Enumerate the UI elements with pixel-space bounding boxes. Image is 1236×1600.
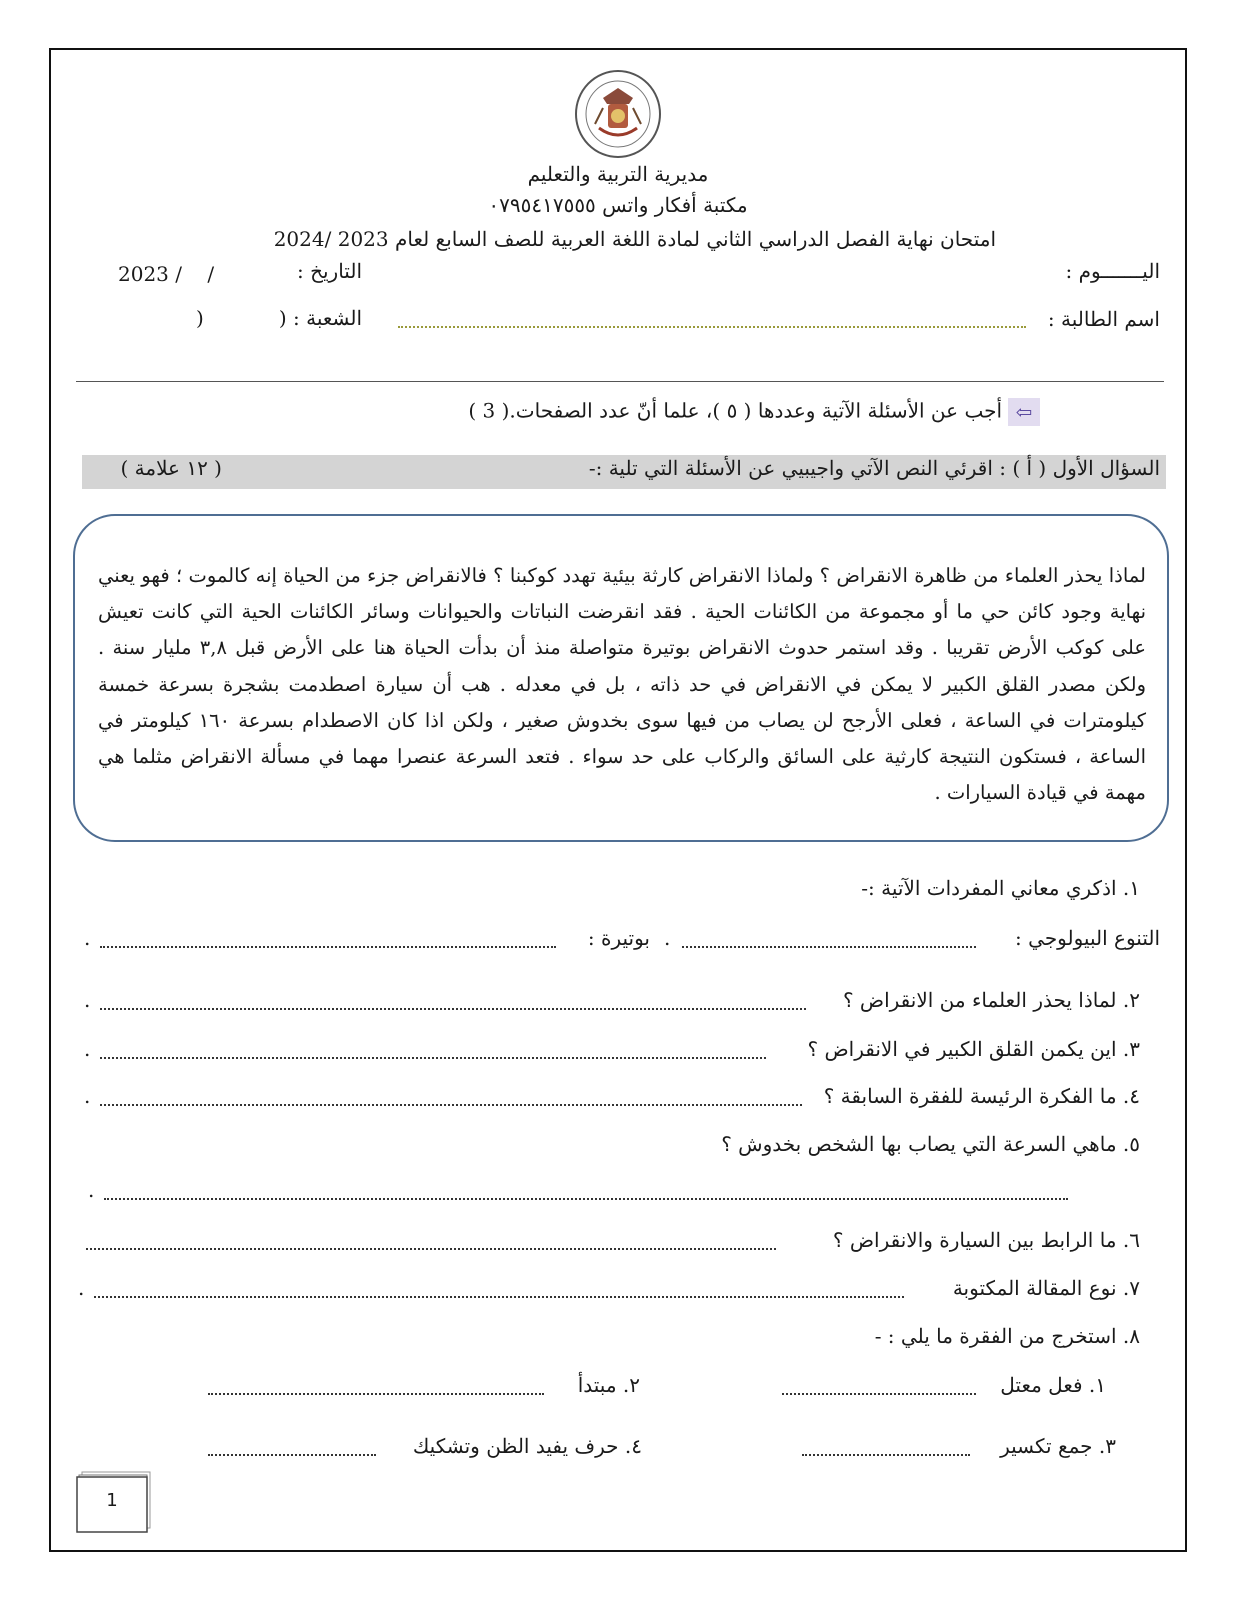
divider	[76, 381, 1164, 382]
student-name-field[interactable]	[398, 322, 1026, 328]
q1-answer-pace[interactable]	[100, 942, 556, 948]
instructions	[360, 398, 1040, 426]
ministry-seal-icon	[573, 68, 663, 160]
q3-answer[interactable]	[100, 1053, 766, 1059]
instructions-text: أجب عن الأسئلة الآتية وعددها ( ٥ )، علما أنّ عدد الصفحات.( 3 )	[468, 398, 1002, 423]
q8-particle-label: ٤. حرف يفيد الظن وتشكيك	[412, 1434, 642, 1458]
q5-answer[interactable]	[104, 1194, 1068, 1200]
q6-prompt: ٦. ما الرابط بين السيارة والانقراض ؟	[832, 1228, 1140, 1252]
page-number-box	[76, 1470, 154, 1534]
section-close: )	[196, 306, 204, 330]
q4-prompt: ٤. ما الفكرة الرئيسة للفقرة السابقة ؟	[823, 1084, 1140, 1108]
q7-prompt: ٧. نوع المقالة المكتوبة	[952, 1276, 1140, 1300]
q5-period: .	[88, 1178, 95, 1202]
directorate-title: مديرية التربية والتعليم	[527, 162, 709, 186]
page-number: 1	[106, 1490, 118, 1511]
arrow-left-icon: ⇦	[1008, 398, 1040, 426]
q8-prompt: ٨. استخرج من الفقرة ما يلي : -	[874, 1324, 1140, 1348]
date-value[interactable]: 2023 / /	[118, 262, 215, 286]
q1-term-biodiversity: التنوع البيولوجي :	[1015, 926, 1160, 950]
q2-prompt: ٢. لماذا يحذر العلماء من الانقراض ؟	[842, 988, 1140, 1012]
q8-subject-label: ٢. مبتدأ	[577, 1373, 640, 1397]
q8-broken-plural-label: ٣. جمع تكسير	[1000, 1434, 1116, 1458]
date-label: التاريخ :	[296, 259, 362, 283]
q2-period: .	[84, 988, 91, 1012]
q8-weak-verb-answer[interactable]	[782, 1389, 976, 1395]
q1-end-period: .	[84, 926, 91, 950]
q8-particle-answer[interactable]	[208, 1450, 376, 1456]
q8-subject-answer[interactable]	[208, 1389, 544, 1395]
q1-term-pace: بوتيرة :	[587, 926, 650, 950]
q2-answer[interactable]	[100, 1004, 806, 1010]
passage-text: لماذا يحذر العلماء من ظاهرة الانقراض ؟ ولماذا الانقراض كارثة بيئية تهدد كوكبنا ؟ فالانقراض جزء من الحياة إنه كالموت ؛ فهو يعني نهاية وجود كائن حي ما أو مجموعة من الكائنات الحية . فقد انقرضت النباتات والحيوانات وسائر الكائنات الحية التي كانت تعيش على كوكب الأرض تقريبا . وقد استمر حدوث الانقراض بوتيرة متواصلة منذ أن بدأت الحياة هنا على الأرض قبل ٣,٨ مليار سنة . ولكن مصدر القلق الكبير لا يمكن في الانقراض في حد ذاته ، بل في معدله . هب أن سيارة اصطدمت بشجرة بسرعة خمسة كيلومترات في الساعة ، فعلى الأرجح لن يصاب من فيها سوى بخدوش صغير ، ولكن اذا كان الاصطدام بسرعة ١٦٠ كيلومتر في الساعة ، فستكون النتيجة كارثية على السائق والركاب على حد سواء . فتعد السرعة عنصرا مهما في مسألة الانقراض مثلما هي مهمة في قيادة السيارات .	[98, 564, 1146, 805]
q4-answer[interactable]	[100, 1100, 802, 1106]
question1-marks: ( ١٢ علامة )	[120, 456, 222, 480]
q1-period: .	[664, 926, 671, 950]
student-name-label: اسم الطالبة :	[1047, 307, 1160, 331]
q7-period: .	[78, 1276, 85, 1300]
exam-title: امتحان نهاية الفصل الدراسي الثاني لمادة اللغة العربية للصف السابع لعام 2023 /2024	[273, 227, 996, 251]
q6-answer[interactable]	[86, 1244, 776, 1250]
q1-answer-biodiversity[interactable]	[682, 942, 976, 948]
q8-weak-verb-label: ١. فعل معتل	[1000, 1373, 1106, 1397]
q7-answer[interactable]	[94, 1292, 904, 1298]
day-label: اليـــــــوم :	[1065, 259, 1160, 283]
q5-prompt: ٥. ماهي السرعة التي يصاب بها الشخص بخدوش ؟	[721, 1132, 1140, 1156]
q3-period: .	[84, 1037, 91, 1061]
q1-prompt: ١. اذكري معاني المفردات الآتية :-	[861, 876, 1140, 900]
section-label: الشعبة : (	[278, 306, 362, 330]
q8-broken-plural-answer[interactable]	[802, 1450, 970, 1456]
q3-prompt: ٣. اين يكمن القلق الكبير في الانقراض ؟	[807, 1037, 1140, 1061]
question1-title: السؤال الأول ( أ ) : اقرئي النص الآتي واجيبيي عن الأسئلة التي تلية :-	[588, 456, 1160, 480]
q4-period: .	[84, 1084, 91, 1108]
library-name: مكتبة أفكار واتس ٠٧٩٥٤١٧٥٥٥	[488, 193, 748, 217]
